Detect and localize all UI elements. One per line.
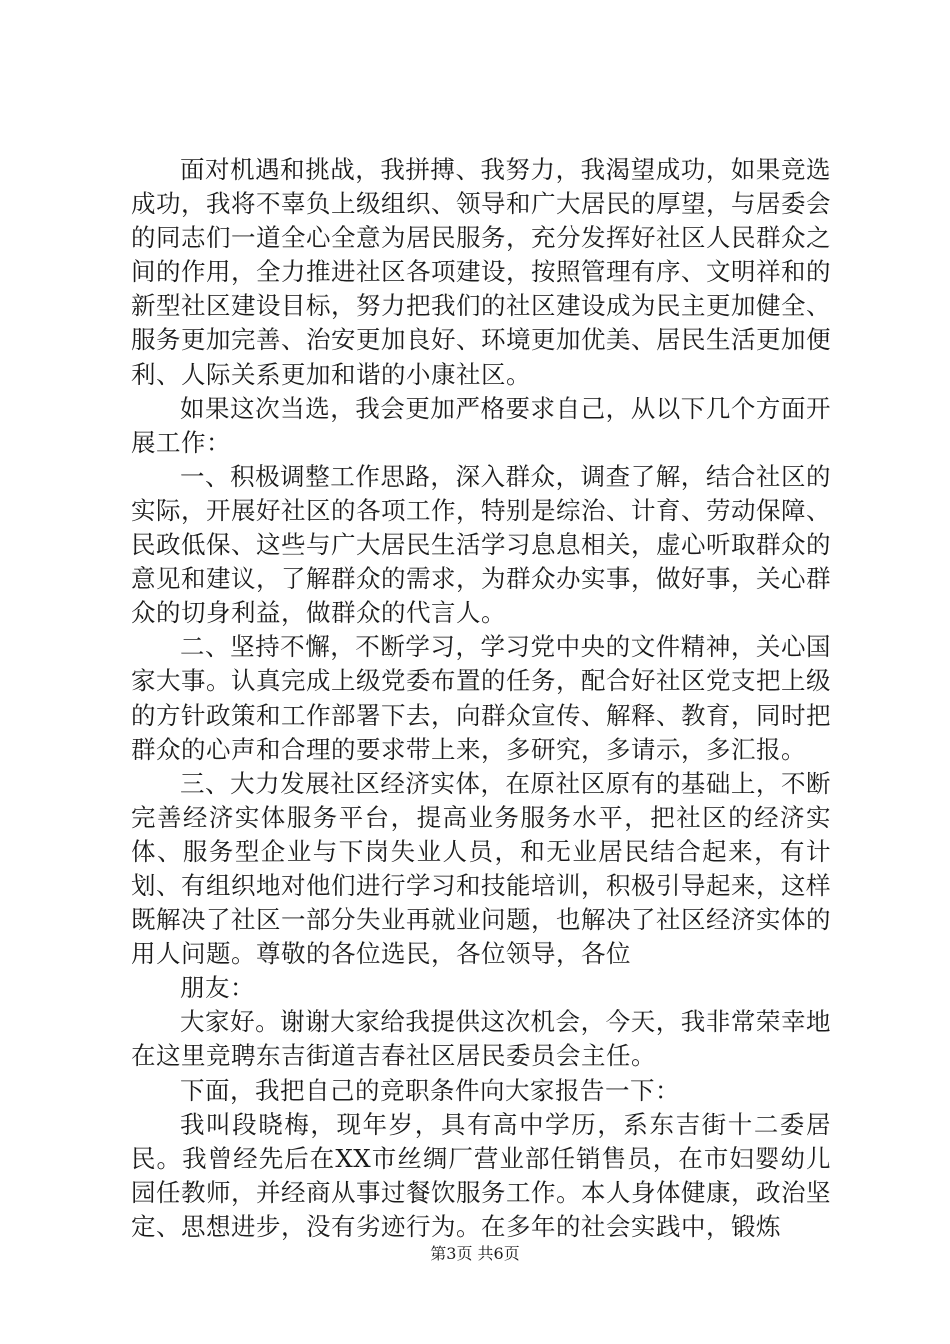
paragraph-report-intro: 下面，我把自己的竞职条件向大家报告一下： [180, 1075, 680, 1105]
paragraph-greeting: 大家好。谢谢大家给我提供这次机会，今天，我非常荣幸地在这里竞聘东吉街道吉春社区居民委员会主任。 [131, 1007, 831, 1071]
paragraph-point-three: 三、大力发展社区经济实体，在原社区原有的基础上，不断完善经济实体服务平台，提高业务服务水平，把社区的经济实体、服务型企业与下岗失业人员，和无业居民结合起来，有计划、有组织地对他们进行学习和技能培训，积极引导起来，这样既解决了社区一部分失业再就业问题，也解决了社区经济实体的用人问题。尊敬的各位选民，各位领导，各位 [131, 768, 831, 969]
page-number: 第3页 共6页 [430, 1244, 520, 1263]
document-body [131, 153, 831, 1244]
paragraph-point-one: 一、积极调整工作思路，深入群众，调查了解，结合社区的实际，开展好社区的各项工作，特别是综治、计育、劳动保障、民政低保、这些与广大居民生活学习息息相关，虚心听取群众的意见和建议，了解群众的需求，为群众办实事，做好事，关心群众的切身利益，做群众的代言人。 [131, 461, 831, 628]
paragraph-self-intro: 我叫段晓梅，现年岁，具有高中学历，系东吉街十二委居民。我曾经先后在XX市丝绸厂营业部任销售员，在市妇婴幼儿园任教师，并经商从事过餐饮服务工作。本人身体健康，政治坚定、思想进步，没有劣迹行为。在多年的社会实践中，锻炼 [131, 1109, 831, 1241]
paragraph-if-elected: 如果这次当选，我会更加严格要求自己，从以下几个方面开展工作： [131, 393, 831, 457]
paragraph-point-two: 二、坚持不懈，不断学习，学习党中央的文件精神，关心国家大事。认真完成上级党委布置的任务，配合好社区党支把上级的方针政策和工作部署下去，向群众宣传、解释、教育，同时把群众的心声和合理的要求带上来，多研究，多请示，多汇报。 [131, 632, 831, 764]
paragraph-opportunity: 面对机遇和挑战，我拼搏、我努力，我渴望成功，如果竞选成功，我将不辜负上级组织、领导和广大居民的厚望，与居委会的同志们一道全心全意为居民服务，充分发挥好社区人民群众之间的作用，全力推进社区各项建设，按照管理有序、文明祥和的新型社区建设目标，努力把我们的社区建设成为民主更加健全、服务更加完善、治安更加良好、环境更加优美、居民生活更加便利、人际关系更加和谐的小康社区。 [131, 155, 831, 389]
paragraph-friends: 朋友： [180, 973, 255, 1003]
